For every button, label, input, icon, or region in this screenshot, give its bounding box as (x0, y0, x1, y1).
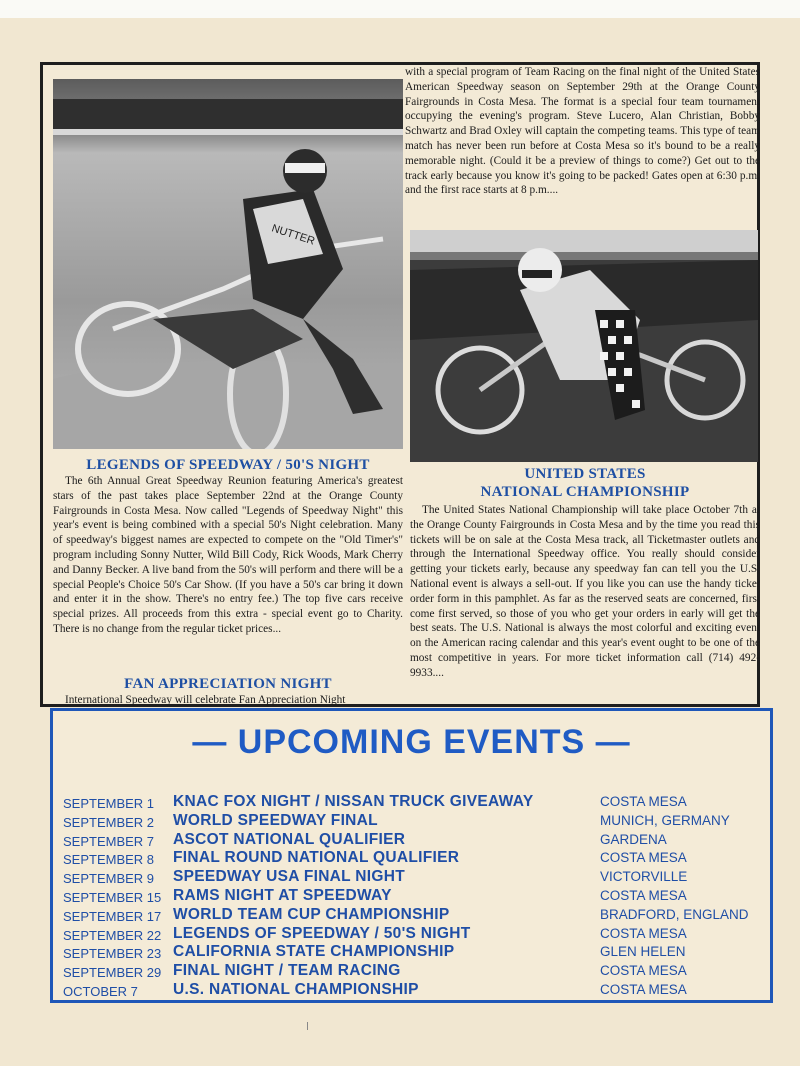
page-fold-mark (307, 1022, 308, 1030)
event-date: SEPTEMBER 9 (63, 871, 155, 887)
us-national-heading-line2: NATIONAL CHAMPIONSHIP (480, 484, 690, 500)
event-date: SEPTEMBER 22 (63, 927, 162, 943)
fan-appreciation-paragraph: International Speedway will celebrate Fan Appreciation Night (65, 694, 346, 706)
event-location: BRADFORD, ENGLAND (600, 906, 749, 922)
event-date: SEPTEMBER 2 (63, 814, 155, 830)
fan-appreciation-article (53, 693, 403, 708)
us-national-paragraph: The United States National Championship will take place October 7th at the Orange County Fairgrounds in Costa Mesa and by the time you read this tickets will be on sale at the Costa Mesa track, all Ticketmaster outlets and through the International Speedway office. You really should consider getting your tickets early, because any speedway fan can tell you the U.S. National event is always a sell-out. If you like you can use the handy ticket order form in this pamphlet. As far as the reserved seats are concerned, first come first served, so those of you who get your orders in early will get the best seats. The U.S. National is always the most colorful and exciting event on the American racing calendar and this year's event ought to be one of the most competitive in years. For more ticket information call (714) 492-9933.... (410, 504, 760, 679)
fan-appreciation-heading: FAN APPRECIATION NIGHT (124, 676, 332, 692)
event-row (63, 793, 763, 812)
event-date: SEPTEMBER 1 (63, 796, 155, 811)
event-location: COSTA MESA (600, 850, 687, 866)
event-name: FINAL NIGHT / TEAM RACING (173, 962, 401, 980)
event-location: GARDENA (600, 831, 667, 847)
us-national-heading-line1: UNITED STATES (524, 466, 646, 482)
upcoming-events-box (50, 708, 773, 1003)
event-name: RAMS NIGHT AT SPEEDWAY (173, 886, 392, 904)
event-name: WORLD TEAM CUP CHAMPIONSHIP (173, 905, 450, 923)
event-name: CALIFORNIA STATE CHAMPIONSHIP (173, 943, 455, 961)
rider-photo-image-2 (410, 230, 758, 462)
team-racing-column-top (405, 65, 760, 198)
legends-heading: LEGENDS OF SPEEDWAY / 50'S NIGHT (86, 457, 370, 473)
event-name: U.S. NATIONAL CHAMPIONSHIP (173, 980, 419, 998)
event-date: SEPTEMBER 7 (63, 833, 155, 849)
event-location: COSTA MESA (600, 963, 687, 979)
event-location: COSTA MESA (600, 887, 687, 903)
event-date: SEPTEMBER 23 (63, 946, 162, 962)
scan-top-strip (0, 0, 800, 18)
event-location: COSTA MESA (600, 794, 687, 809)
event-location: VICTORVILLE (600, 869, 688, 885)
rider-vest-name: NUTTER (270, 222, 317, 248)
event-row (63, 943, 763, 962)
legends-paragraph: The 6th Annual Great Speedway Reunion featuring America's greatest stars of the past takes place September 22nd at the Orange County Fairgrounds in Costa Mesa. Now called "Legends of Speedway Night" this year's event is being combined with a special 50's Night celebration. Many of speedway's biggest names are expected to compete on the "Old Timer's" program including Sonny Nutter, Wild Bill Cody, Rick Woods, Mark Cherry and Danny Becker. A live band from the 50's will perform and there will be a special People's Choice 50's Car Show. (If you have a 50's car bring it down and enter it in the show. There's no entry fee.) The top five cars receive special prizes. All proceeds from this extra - special event go to Charity. There is no change from the regular ticket prices... (53, 475, 403, 635)
speedway-rider-photo-left (53, 79, 403, 449)
event-row (63, 812, 763, 831)
event-date: SEPTEMBER 8 (63, 852, 155, 868)
event-name: FINAL ROUND NATIONAL QUALIFIER (173, 849, 460, 867)
us-national-article (410, 503, 760, 681)
rider-photo-image (53, 79, 403, 449)
event-location: MUNICH, GERMANY (600, 812, 730, 828)
event-row (63, 831, 763, 850)
speedway-rider-photo-right (410, 230, 758, 462)
event-location: COSTA MESA (600, 925, 687, 941)
article-frame (40, 62, 760, 707)
event-name: KNAC FOX NIGHT / NISSAN TRUCK GIVEAWAY (173, 793, 534, 810)
legends-article (53, 474, 403, 637)
event-row (63, 925, 763, 944)
event-location: COSTA MESA (600, 981, 687, 997)
upcoming-events-title: — UPCOMING EVENTS — (192, 723, 631, 761)
team-racing-paragraph: with a special program of Team Racing on the final night of the United States American Speedway season on September 29th at the Orange County Fairgrounds in Costa Mesa. The format is a special four team tournament occupying the evening's program. Steve Lucero, Alan Christian, Bobby Schwartz and Brad Oxley will captain the competing teams. This type of team match has never been run before at Costa Mesa so it's bound to be a really memorable night. (Could it be a preview of things to come?) Get out to the track early because you know it's going to be packed! Gates open at 6:30 p.m. and the first race starts at 8 p.m.... (405, 66, 760, 197)
event-row (63, 906, 763, 925)
event-row (63, 849, 763, 868)
event-name: SPEEDWAY USA FINAL NIGHT (173, 868, 405, 886)
event-row (63, 981, 763, 1000)
event-row (63, 962, 763, 981)
event-date: SEPTEMBER 17 (63, 908, 162, 924)
event-location: GLEN HELEN (600, 944, 686, 960)
event-name: ASCOT NATIONAL QUALIFIER (173, 830, 406, 848)
event-row (63, 868, 763, 887)
us-national-heading (410, 465, 760, 501)
event-name: WORLD SPEEDWAY FINAL (173, 811, 378, 829)
event-date: SEPTEMBER 15 (63, 889, 162, 905)
events-list (63, 793, 763, 1000)
event-name: LEGENDS OF SPEEDWAY / 50'S NIGHT (173, 924, 471, 942)
event-date: SEPTEMBER 29 (63, 965, 162, 981)
event-date: OCTOBER 7 (63, 983, 138, 999)
event-row (63, 887, 763, 906)
